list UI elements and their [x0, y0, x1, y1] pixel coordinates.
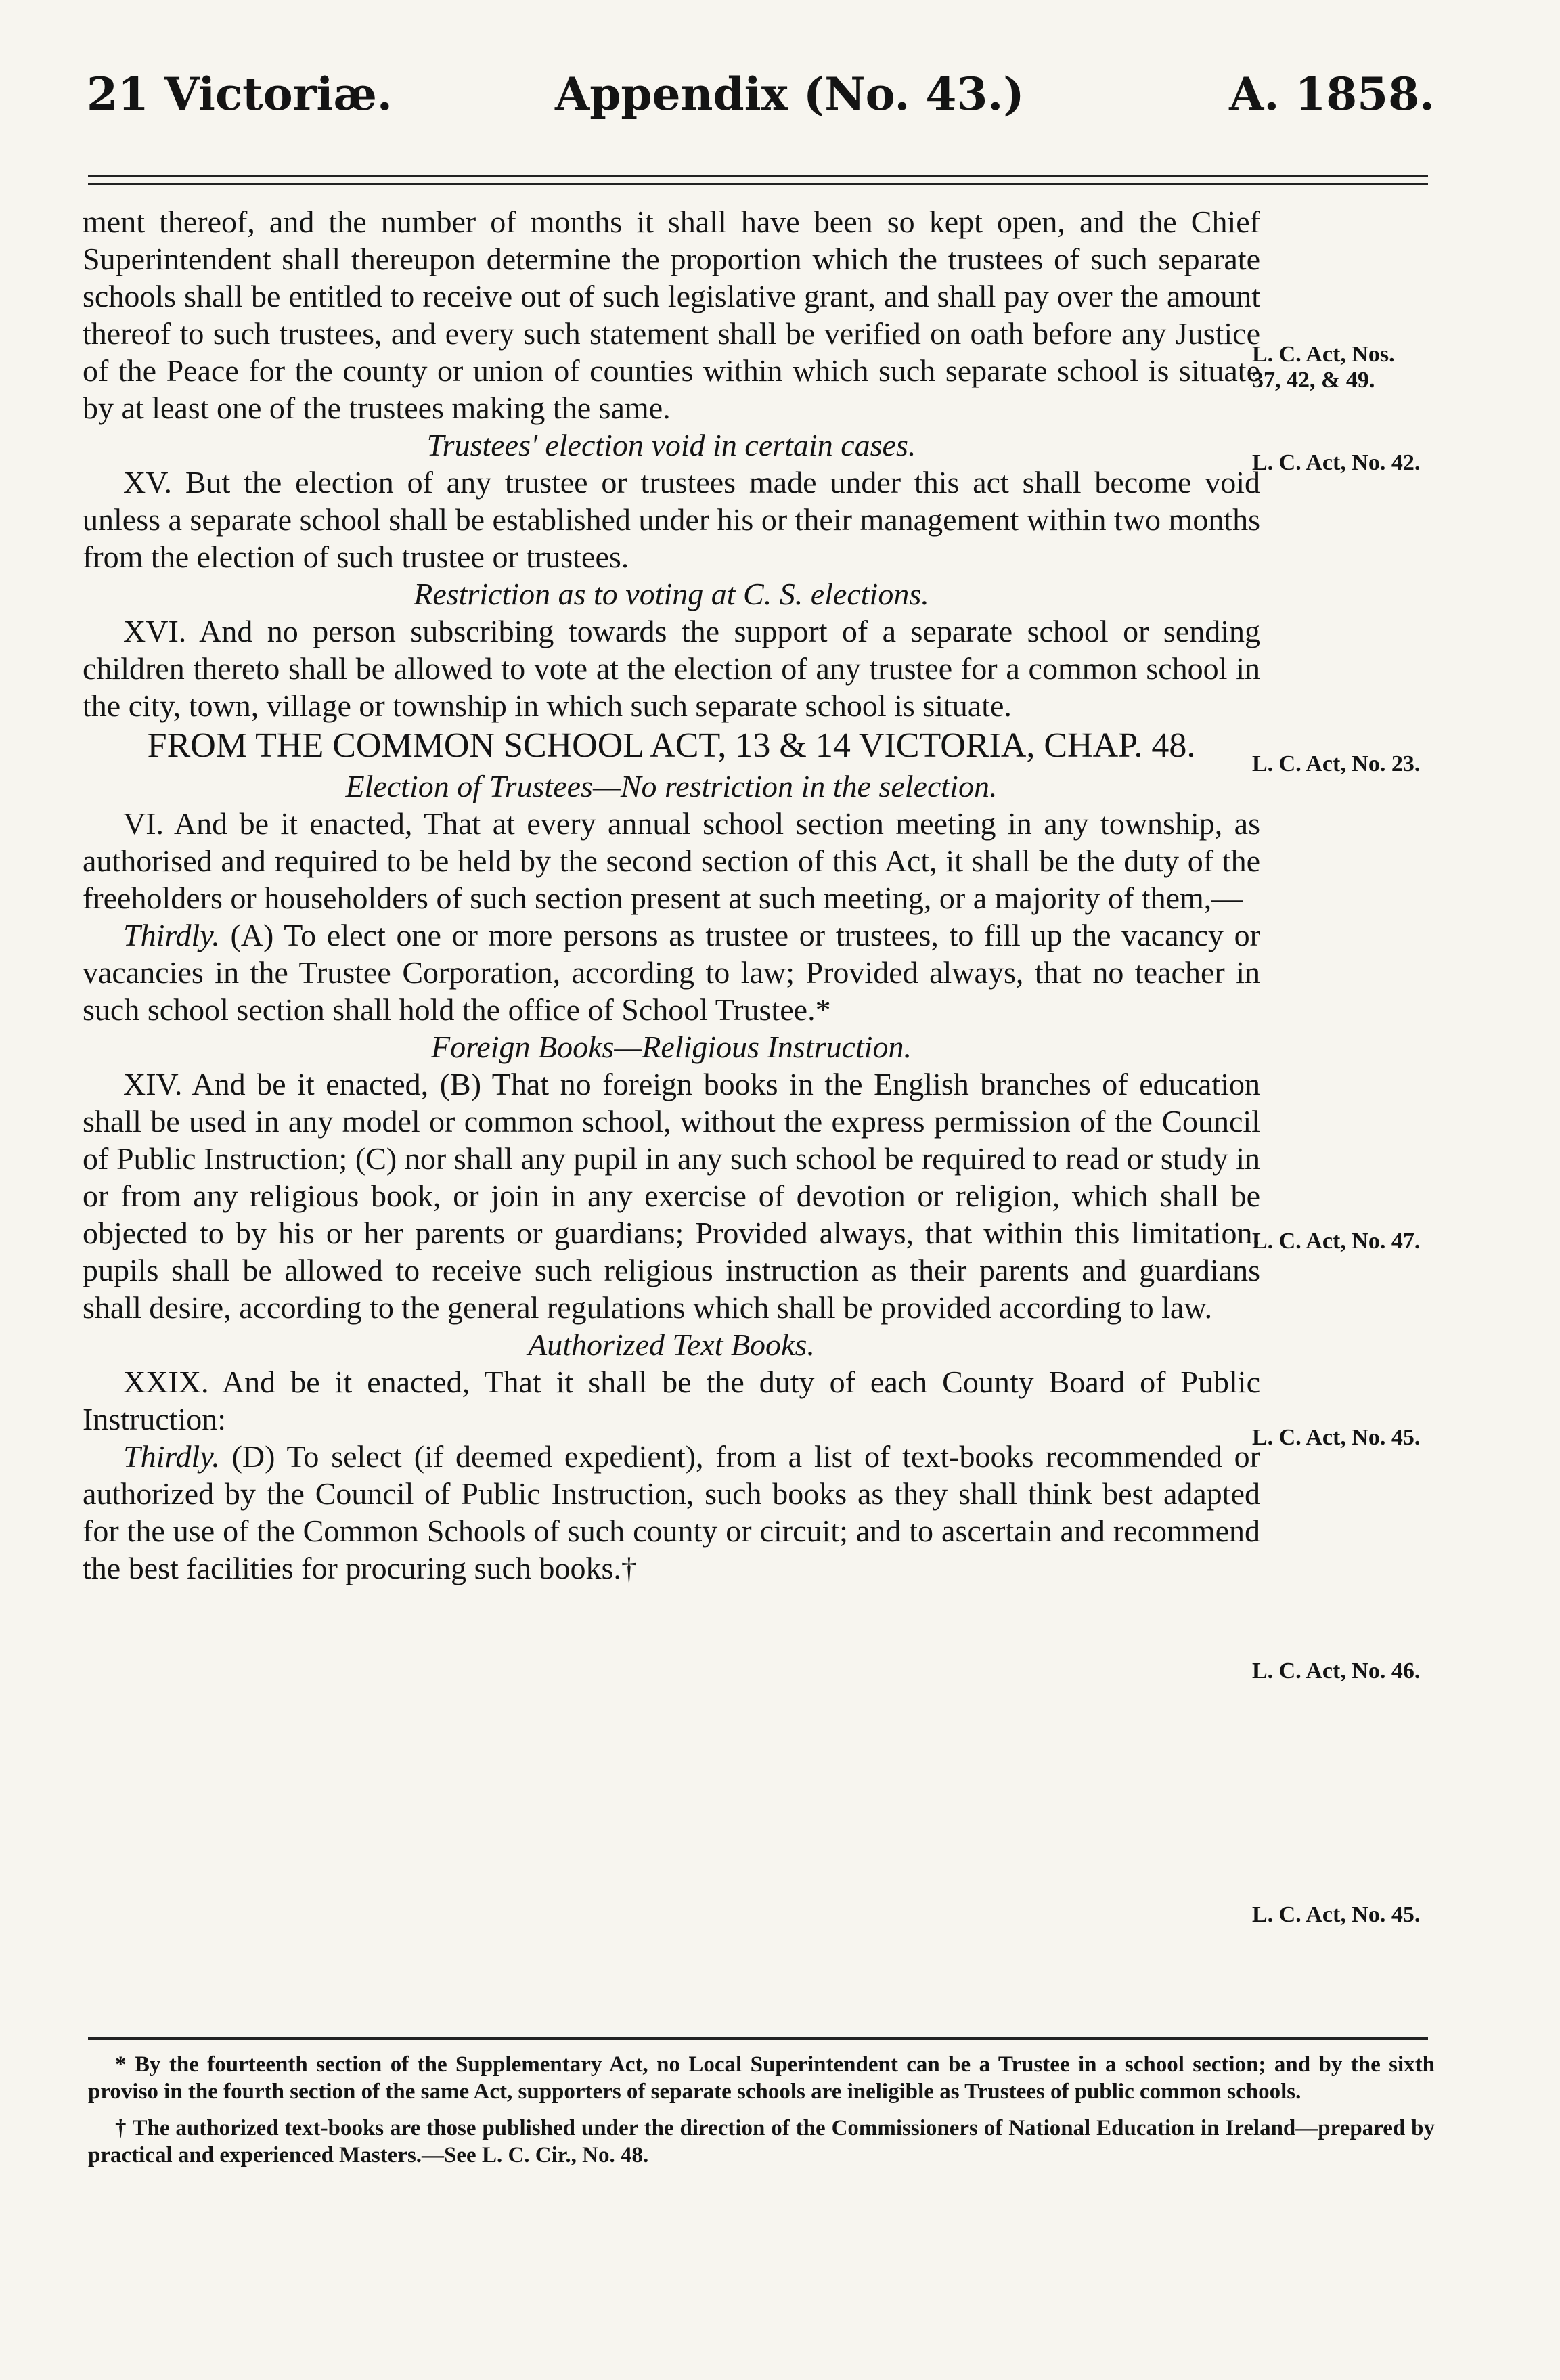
margin-note: L. C. Act, No. 23.: [1252, 751, 1421, 776]
paragraph-section-xiv: XIV. And be it enacted, (B) That no foreign books in the English branches of education shall be used in any model or common school, without the express permission of the Council of Public Instruction; (C) nor shall any pupil in any such school be required to read or study in or from any religious book, or join in any exercise of devotion or religion, which shall be objected to by his or her parents or guardians; Provided always, that within this limitation, pupils shall be allowed to receive such religious instruction as their parents and guardians shall desire, according to the general regulations which shall be provided according to law.: [83, 1067, 1260, 1325]
thirdly-label: Thirdly.: [123, 918, 220, 952]
paragraph-section-xxix: XXIX. And be it enacted, That it shall be the duty of each County Board of Public Instruction:: [83, 1365, 1260, 1436]
footnote-rule: [88, 2037, 1428, 2040]
section-heading: Trustees' election void in certain cases.: [426, 428, 916, 462]
section-heading: Election of Trustees—No restriction in the selection.: [345, 769, 998, 803]
header-appendix-number: Appendix (No. 43.): [555, 68, 1025, 120]
footnotes: [88, 2051, 1435, 2178]
paragraph-thirdly-a-text: (A) To elect one or more persons as trustee or trustees, to fill up the vacancy or vacancies in the Trustee Corporation, according to law; Provided always, that no teacher in such school section shall hold the office of School Trustee.*: [83, 918, 1261, 1027]
margin-note: L. C. Act, Nos. 37, 42, & 49.: [1252, 342, 1395, 393]
paragraph-section-xvi: XVI. And no person subscribing towards the support of a separate school or sending children thereto shall be allowed to vote at the election of any trustee for a common school in the city, town, village or township in which such separate school is situate.: [83, 614, 1260, 723]
margin-note: L. C. Act, No. 42.: [1252, 450, 1421, 475]
header-rule: [88, 175, 1428, 185]
paragraph-thirdly-d: [83, 1438, 1260, 1587]
running-head: [81, 68, 1435, 135]
paragraph-section-xv: XV. But the election of any trustee or trustees made under this act shall become void unless a separate school shall be established under his or their management within two months from the election of such trustee or trustees.: [83, 465, 1260, 574]
margin-note: L. C. Act, No. 45.: [1252, 1902, 1421, 1927]
header-regnal-year: 21 Victoriæ.: [87, 68, 393, 120]
section-heading: Authorized Text Books.: [528, 1327, 815, 1362]
paragraph-section-vi: VI. And be it enacted, That at every annual school section meeting in any township, as authorised and required to be held by the second section of this Act, it shall be the duty of the freeholders or householders of such section present at such meeting, or a majority of them,—: [83, 806, 1260, 915]
header-year: A. 1858.: [1229, 68, 1435, 120]
footnote-dagger: † The authorized text-books are those published under the direction of the Commissioners of National Education in Ireland—prepared by practical and experienced Masters.—See L. C. Cir., No. 48.: [88, 2116, 1435, 2167]
footnote-asterisk: * By the fourteenth section of the Supplementary Act, no Local Superintendent can be a Trustee in a school section; and by the sixth proviso in the fourth section of the same Act, supporters of separate schools are ineligible as Trustees of public common schools.: [88, 2052, 1435, 2104]
section-heading: Restriction as to voting at C. S. elections.: [414, 577, 929, 611]
paragraph-thirdly-d-text: (D) To select (if deemed expedient), from a list of text-books recommended or authorized by the Council of Public Instruction, such books as they shall think best adapted for the use of the Common Schools of such county or circuit; and to ascertain and recommend the best facilities for procuring such books.†: [83, 1439, 1260, 1585]
section-heading: Foreign Books—Religious Instruction.: [431, 1030, 912, 1064]
margin-note: L. C. Act, No. 45.: [1252, 1425, 1421, 1450]
paragraph-continued: ment thereof, and the number of months it shall have been so kept open, and the Chief Superintendent shall thereupon determine the proportion which the trustees of such separate schools shall be entitled to receive out of such legislative grant, and shall pay over the amount thereof to such trustees, and every such statement shall be verified on oath before any Justice of the Peace for the county or union of counties within which such separate school is situate by at least one of the trustees making the same.: [83, 204, 1260, 425]
main-text: [83, 203, 1260, 1587]
margin-note: L. C. Act, No. 47.: [1252, 1229, 1421, 1254]
act-title: FROM THE COMMON SCHOOL ACT, 13 & 14 VICTORIA, CHAP. 48.: [147, 726, 1196, 765]
thirdly-label: Thirdly.: [123, 1439, 220, 1474]
paragraph-thirdly-a: [83, 917, 1260, 1028]
margin-note: L. C. Act, No. 46.: [1252, 1658, 1421, 1683]
